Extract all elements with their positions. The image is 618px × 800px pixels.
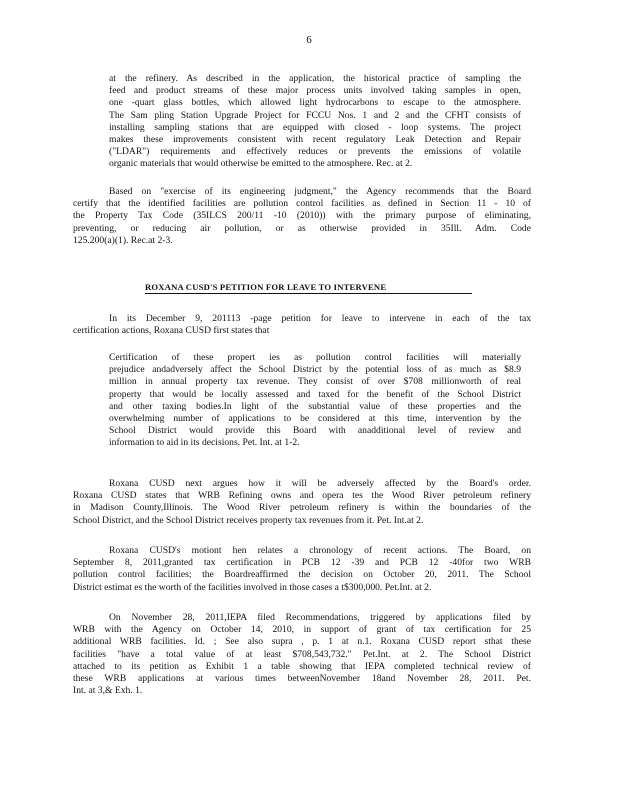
text-line: makes these improvements consistent with recent regulatory Leak Detection and Repair bbox=[109, 134, 521, 146]
para-recommendations bbox=[73, 612, 531, 697]
text-line: overwhelming number of applications to be considered at this time, intervention by the bbox=[109, 413, 521, 425]
text-line: Roxana CUSD's motiont hen relates a chronology of recent actions. The Board, on bbox=[109, 545, 531, 556]
para-petition bbox=[73, 313, 531, 337]
text-line: Certification of these propert ies as pollution control facilities will materially bbox=[109, 352, 521, 363]
text-line: pollution control facilities; the Boardreaffirmed the decision on October 20, 2011. The School bbox=[73, 569, 531, 581]
text-line: WRB with the Agency on October 14, 2010, in support of grant of tax certification for 25 bbox=[73, 624, 531, 636]
text-line: September 8, 2011,granted tax certification in PCB 12 -39 and PCB 12 -40for two WRB bbox=[73, 557, 531, 569]
text-line: School District, and the School District receives property tax revenues from it. Pet. Int.at 2. bbox=[73, 514, 424, 526]
text-line: the Property Tax Code (35ILCS 200/11 -10 (2010)) with the primary purpose of eliminating, bbox=[73, 210, 531, 222]
page-number: 6 bbox=[306, 34, 312, 46]
text-line: these WRB applications at various times betweenNovember 18and November 28, 2011. Pet. bbox=[73, 673, 531, 685]
text-line: ("LDAR") requirements and effectively reduces or prevents the emissions of volatile bbox=[109, 146, 521, 158]
text-line: million in annual property tax revenue. They consist of over $708 millionworth of real bbox=[109, 376, 521, 388]
text-line: The Sam pling Station Upgrade Project for FCCU Nos. 1 and 2 and the CFHT consists of bbox=[109, 109, 521, 121]
text-line: in Madison County,Illinois. The Wood River petroleum refinery is within the boundaries of the bbox=[73, 502, 531, 514]
text-line: property that would be locally assessed and taxed for the benefit of the School District bbox=[109, 388, 521, 400]
text-line: information to aid in its decisions. Pet. Int. at 1-2. bbox=[109, 437, 300, 449]
text-line: certification actions, Roxana CUSD first states that bbox=[73, 325, 270, 337]
text-line: District estimat es the worth of the facilities involved in those cases a t$300,000. Pet.Int. at 2. bbox=[73, 581, 432, 593]
text-line: attached to its petition as Exhibit 1 a table showing that IEPA completed technical review of bbox=[73, 660, 531, 672]
para-engineering bbox=[73, 186, 531, 247]
text-line: Roxana CUSD states that WRB Refining owns and opera tes the Wood River petroleum refinery bbox=[73, 490, 531, 502]
quote-refinery bbox=[109, 73, 521, 171]
text-line: preventing, or reducing air pollution, or as otherwise provided in 35Ill. Adm. Code bbox=[73, 222, 531, 234]
text-line: Based on "exercise of its engineering judgment," the Agency recommends that the Board bbox=[109, 186, 531, 197]
text-line: In its December 9, 201113 -page petition for leave to intervene in each of the tax bbox=[109, 313, 531, 324]
para-adversely bbox=[73, 478, 531, 527]
text-line: On November 28, 2011,IEPA filed Recommendations, triggered by applications filed by bbox=[109, 612, 531, 623]
text-line: additional WRB facilities. Id. ; See also supra , p. 1 at n.1. Roxana CUSD report sthat these bbox=[73, 636, 531, 648]
text-line: 125.200(a)(1). Rec.at 2-3. bbox=[73, 234, 173, 246]
text-line: organic materials that would otherwise be emitted to the atmosphere. Rec. at 2. bbox=[109, 158, 413, 170]
text-line: School District would provide this Board with anadditional level of review and bbox=[109, 425, 521, 437]
quote-certification bbox=[109, 352, 521, 450]
text-line: prejudice andadversely affect the School District by the potential loss of as much as $8.9 bbox=[109, 364, 521, 376]
text-line: facilities "have a total value of at least $708,543,732." Pet.Int. at 2. The School District bbox=[73, 648, 531, 660]
text-line: and other taxing bodies.In light of the substantial value of these properties and the bbox=[109, 400, 521, 412]
text-line: certify that the identified facilities are pollution control facilities as defined in Section 11 - 10 of bbox=[73, 198, 531, 210]
para-chronology bbox=[73, 545, 531, 594]
text-line: one -quart glass bottles, which allowed light hydrocarbons to escape to the atmosphere. bbox=[109, 97, 521, 109]
text-line: at the refinery. As described in the application, the historical practice of sampling the bbox=[109, 73, 521, 84]
text-line: installing sampling stations that are equipped with closed - loop systems. The project bbox=[109, 121, 521, 133]
section-heading: ROXANA CUSD'S PETITION FOR LEAVE TO INTERVENE bbox=[145, 282, 472, 294]
text-line: feed and product streams of these major process units involved taking samples in open, bbox=[109, 85, 521, 97]
text-line: Roxana CUSD next argues how it will be adversely affected by the Board's order. bbox=[109, 478, 531, 489]
text-line: Int. at 3,& Exh. 1. bbox=[73, 685, 143, 697]
